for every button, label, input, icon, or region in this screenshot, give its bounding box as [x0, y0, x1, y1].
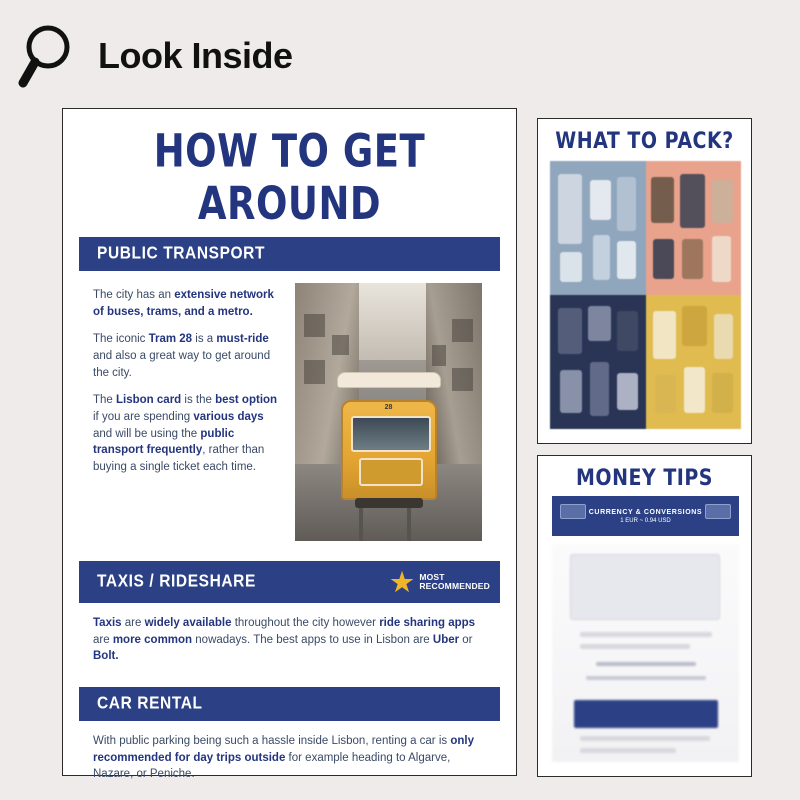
currency-rate: 1 EUR ~ 0.94 USD	[620, 517, 671, 524]
status-badge	[390, 569, 500, 595]
banknote-icon	[560, 504, 586, 519]
section-body-public-transport	[79, 271, 500, 551]
section-label: CAR RENTAL	[97, 693, 203, 713]
section-header-car-rental	[79, 687, 500, 721]
public-transport-text	[93, 283, 281, 541]
banknote-icon	[705, 504, 731, 519]
collage-quadrant-1	[550, 161, 646, 295]
money-tips-content-preview	[552, 544, 739, 762]
currency-banner-title: CURRENCY & CONVERSIONS	[588, 508, 703, 516]
page-title: Look Inside	[98, 35, 293, 76]
section-header-public-transport	[79, 237, 500, 271]
tram-number: 28	[384, 403, 393, 411]
section-body-car-rental	[79, 721, 500, 793]
section-label: TAXIS / RIDESHARE	[97, 571, 256, 591]
collage-quadrant-3	[550, 295, 646, 429]
magnifier-icon	[18, 21, 88, 91]
header	[0, 20, 800, 92]
star-icon: ★	[390, 567, 415, 597]
collage-quadrant-2	[646, 161, 742, 295]
paragraph: The city has an extensive network of buses, trams, and a metro.	[93, 289, 274, 318]
paragraph: The Lisbon card is the best option if you are spending various days and will be using the public transport frequently, rather than buying a single ticket each time.	[93, 394, 278, 474]
badge-line-2: RECOMMENDED	[419, 581, 490, 591]
badge-line-1: MOST	[419, 572, 445, 583]
money-tips-card	[537, 455, 752, 777]
currency-banner	[552, 496, 739, 536]
what-to-pack-title: WHAT TO PACK?	[555, 128, 734, 154]
collage-quadrant-4	[646, 295, 742, 429]
paragraph: The iconic Tram 28 is a must-ride and also a great way to get around the city.	[93, 333, 271, 379]
paragraph: Taxis are widely available throughout the city however ride sharing apps are more common nowadays. The best apps to use in Lisbon are Uber or Bolt.	[93, 617, 476, 663]
packing-collage	[550, 161, 741, 429]
money-tips-title: MONEY TIPS	[576, 465, 713, 491]
what-to-pack-card	[537, 118, 752, 444]
section-body-taxis-rideshare	[79, 603, 500, 675]
main-brochure-card	[62, 108, 517, 781]
tram-photo	[295, 283, 482, 541]
main-title: HOW TO GET AROUND	[153, 125, 426, 230]
paragraph: With public parking being such a hassle inside Lisbon, renting a car is only recommended for day trips outside for example heading to Algarve, Nazare, or Peniche.	[93, 735, 474, 781]
badge-text	[419, 573, 490, 591]
tram-illustration	[341, 378, 437, 500]
section-header-taxis-rideshare	[79, 561, 500, 603]
section-label: PUBLIC TRANSPORT	[97, 243, 266, 263]
